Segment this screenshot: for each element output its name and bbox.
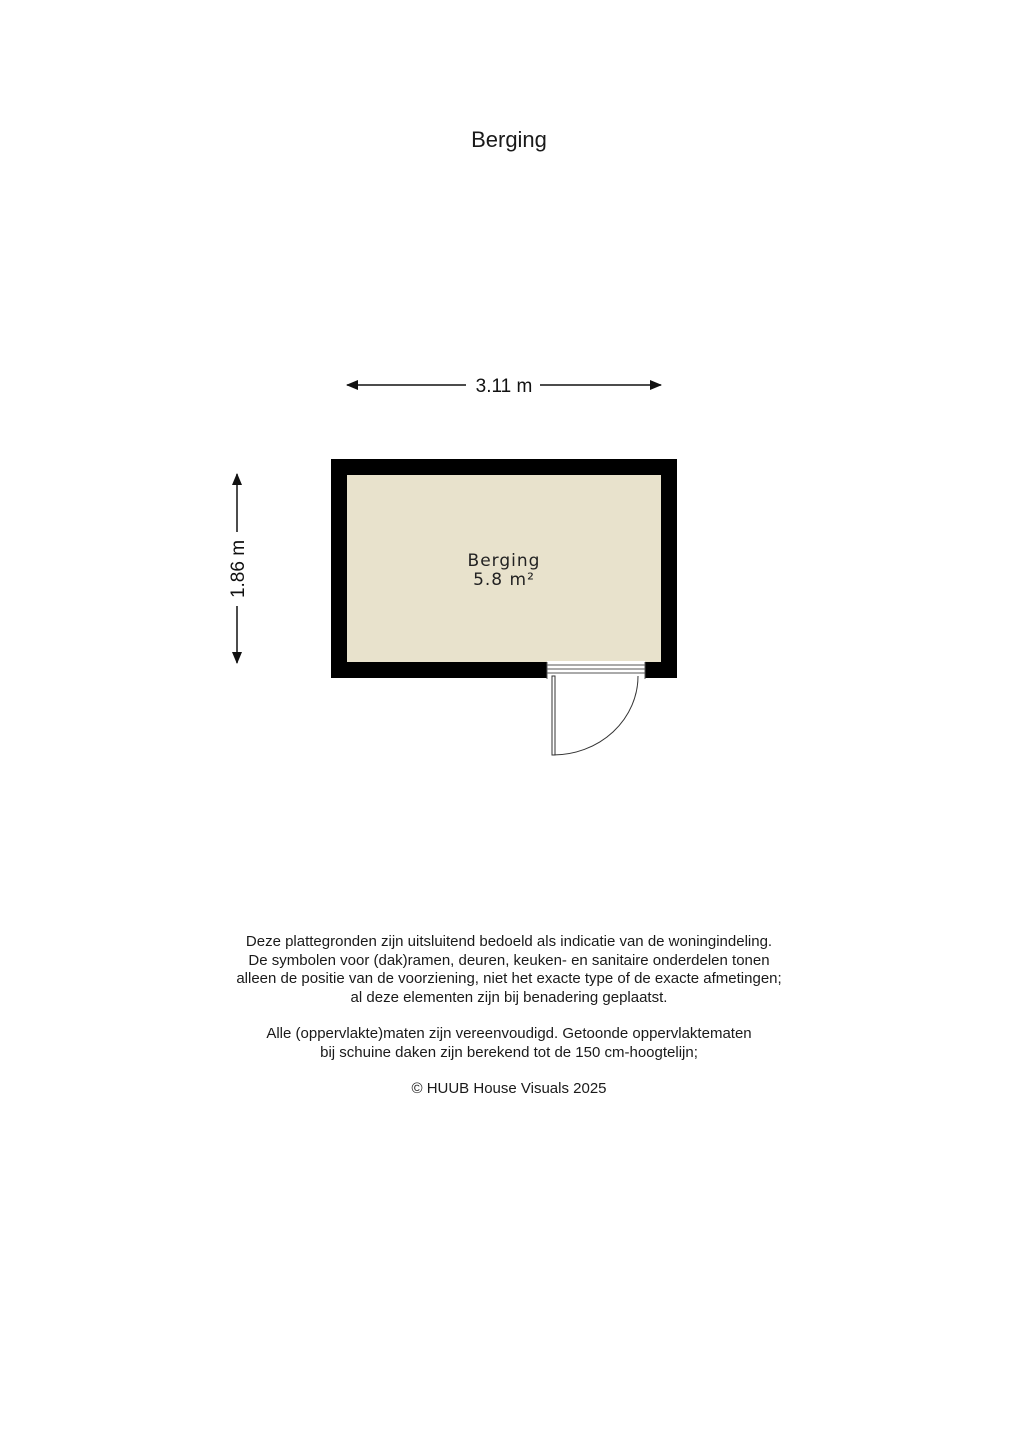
page-title: Berging bbox=[471, 127, 547, 152]
disclaimer-line: bij schuine daken zijn berekend tot de 150 cm-hoogtelijn; bbox=[320, 1043, 698, 1061]
disclaimer-paragraph-2 bbox=[0, 1025, 1018, 1062]
door-opening bbox=[547, 661, 645, 679]
disclaimer bbox=[0, 933, 1018, 1099]
disclaimer-line: al deze elementen zijn bij benadering geplaatst. bbox=[350, 988, 668, 1006]
depth-dimension bbox=[228, 474, 249, 663]
disclaimer-line: alleen de positie van de voorziening, niet het exacte type of de exacte afmetingen; bbox=[236, 970, 782, 987]
room-name: Berging bbox=[467, 551, 541, 571]
depth-dimension-label: 1.86 m bbox=[228, 539, 249, 599]
room-area: 5.8 m² bbox=[473, 570, 535, 590]
disclaimer-line: De symbolen voor (dak)ramen, deuren, keuken- en sanitaire onderdelen tonen bbox=[248, 951, 770, 969]
width-dimension-label: 3.11 m bbox=[475, 376, 533, 397]
disclaimer-paragraph-1 bbox=[0, 933, 1018, 1007]
width-dimension bbox=[347, 376, 661, 397]
disclaimer-line: Deze plattegronden zijn uitsluitend bedoeld als indicatie van de woningindeling. bbox=[245, 933, 773, 950]
door-leaf bbox=[552, 676, 555, 755]
disclaimer-line: Alle (oppervlakte)maten zijn vereenvoudigd. Getoonde oppervlaktematen bbox=[266, 1025, 752, 1042]
door-arc bbox=[553, 676, 638, 755]
door-swing bbox=[552, 676, 638, 755]
copyright-notice: © HUUB House Visuals 2025 bbox=[411, 1080, 607, 1097]
